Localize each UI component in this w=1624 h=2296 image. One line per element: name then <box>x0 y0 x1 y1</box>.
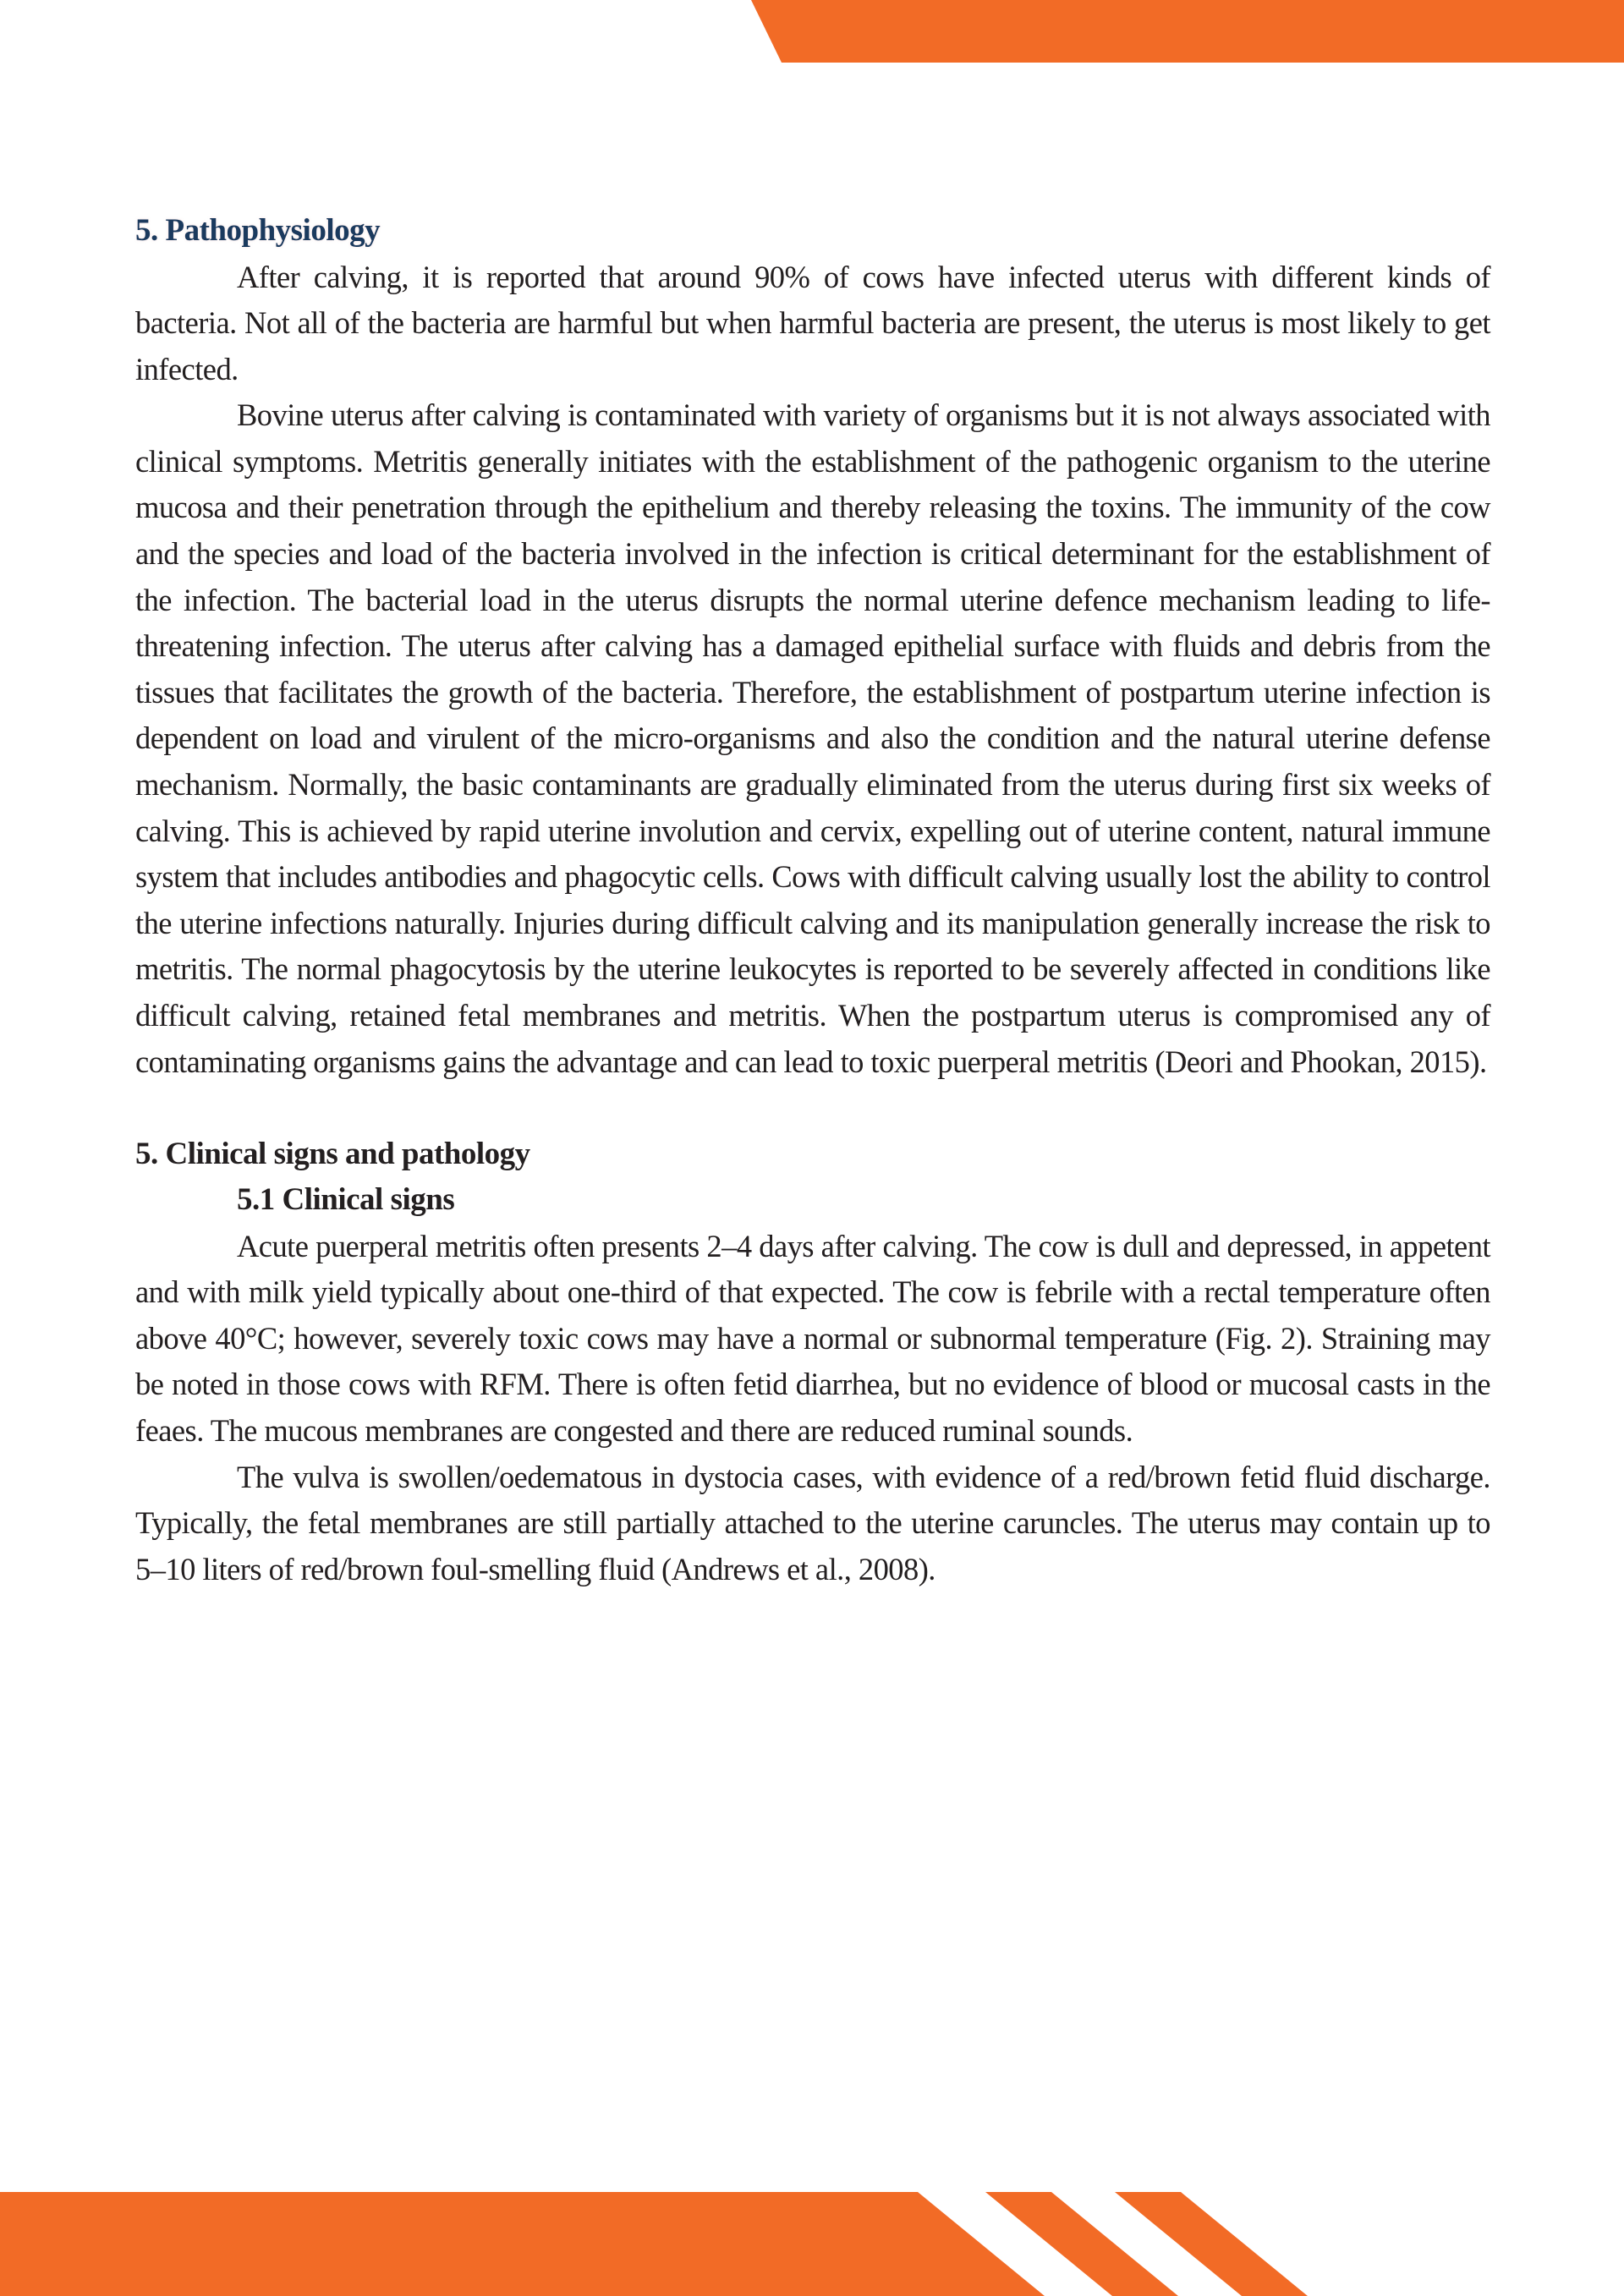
paragraph: After calving, it is reported that around 90% of cows have infected uterus with different kinds of bacteria. Not all of the bacteria are harmful but when harmful bacteria are present, the uterus is most likely to get infected. <box>135 259 1490 386</box>
bottom-orange-block <box>0 2192 1045 2296</box>
subsection-heading: 5.1 Clinical signs <box>237 1182 455 1218</box>
page-content <box>135 208 1490 1592</box>
paragraph: The vulva is swollen/oedematous in dystocia cases, with evidence of a red/brown fetid fluid discharge. Typically, the fetal membranes are still partially attached to the uterine caruncles. The uterus may contain up to 5–10 liters of red/brown foul-smelling fluid (Andrews et al., 2008). <box>135 1459 1490 1586</box>
paragraph: Acute puerperal metritis often presents 2–4 days after calving. The cow is dull and depressed, in appetent and with milk yield typically about one-third of that expected. The cow is febrile with a rectal temperature often above 40°C; however, severely toxic cows may have a normal or subnormal temperature (Fig. 2). Straining may be noted in those cows with RFM. There is often fetid diarrhea, but no evidence of blood or mucosal casts in the feaes. The mucous membranes are congested and there are reduced ruminal sounds. <box>135 1228 1490 1449</box>
section-clinical-signs-and-pathology <box>135 1132 1490 1593</box>
section-heading: 5. Pathophysiology <box>135 213 381 248</box>
paragraph: Bovine uterus after calving is contaminated with variety of organisms but it is not always associated with clinical symptoms. Metritis generally initiates with the establishment of the pathogenic organism to the uterine mucosa and their penetration through the epithelium and thereby releasing the toxins. The immunity of the cow and the species and load of the bacteria involved in the infection is critical determinant for the establishment of the infection. The bacterial load in the uterus disrupts the normal uterine defence mechanism leading to life-threatening infection. The uterus after calving has a damaged epithelial surface with fluids and debris from the tissues that facilitates the growth of the bacteria. Therefore, the establishment of postpartum uterine infection is dependent on load and virulent of the micro-organisms and also the condition and the natural uterine defense mechanism. Normally, the basic contaminants are gradually eliminated from the uterus during first six weeks of calving. This is achieved by rapid uterine involution and cervix, expelling out of uterine content, natural immune system that includes antibodies and phagocytic cells. Cows with difficult calving usually lost the ability to control the uterine infections naturally. Injuries during difficult calving and its manipulation generally increase the risk to metritis. The normal phagocytosis by the uterine leukocytes is reported to be severely affected in conditions like difficult calving, retained fetal membranes and metritis. When the postpartum uterus is compromised any of contaminating organisms gains the advantage and can lead to toxic puerperal metritis (Deori and Phookan, 2015). <box>135 397 1490 1079</box>
section-pathophysiology <box>135 208 1490 1085</box>
section-heading: 5. Clinical signs and pathology <box>135 1136 530 1171</box>
section-spacer <box>135 1085 1490 1132</box>
bottom-decorative-band <box>0 2190 1624 2296</box>
top-orange-stripe <box>751 0 1624 63</box>
top-decorative-band <box>0 0 1624 64</box>
